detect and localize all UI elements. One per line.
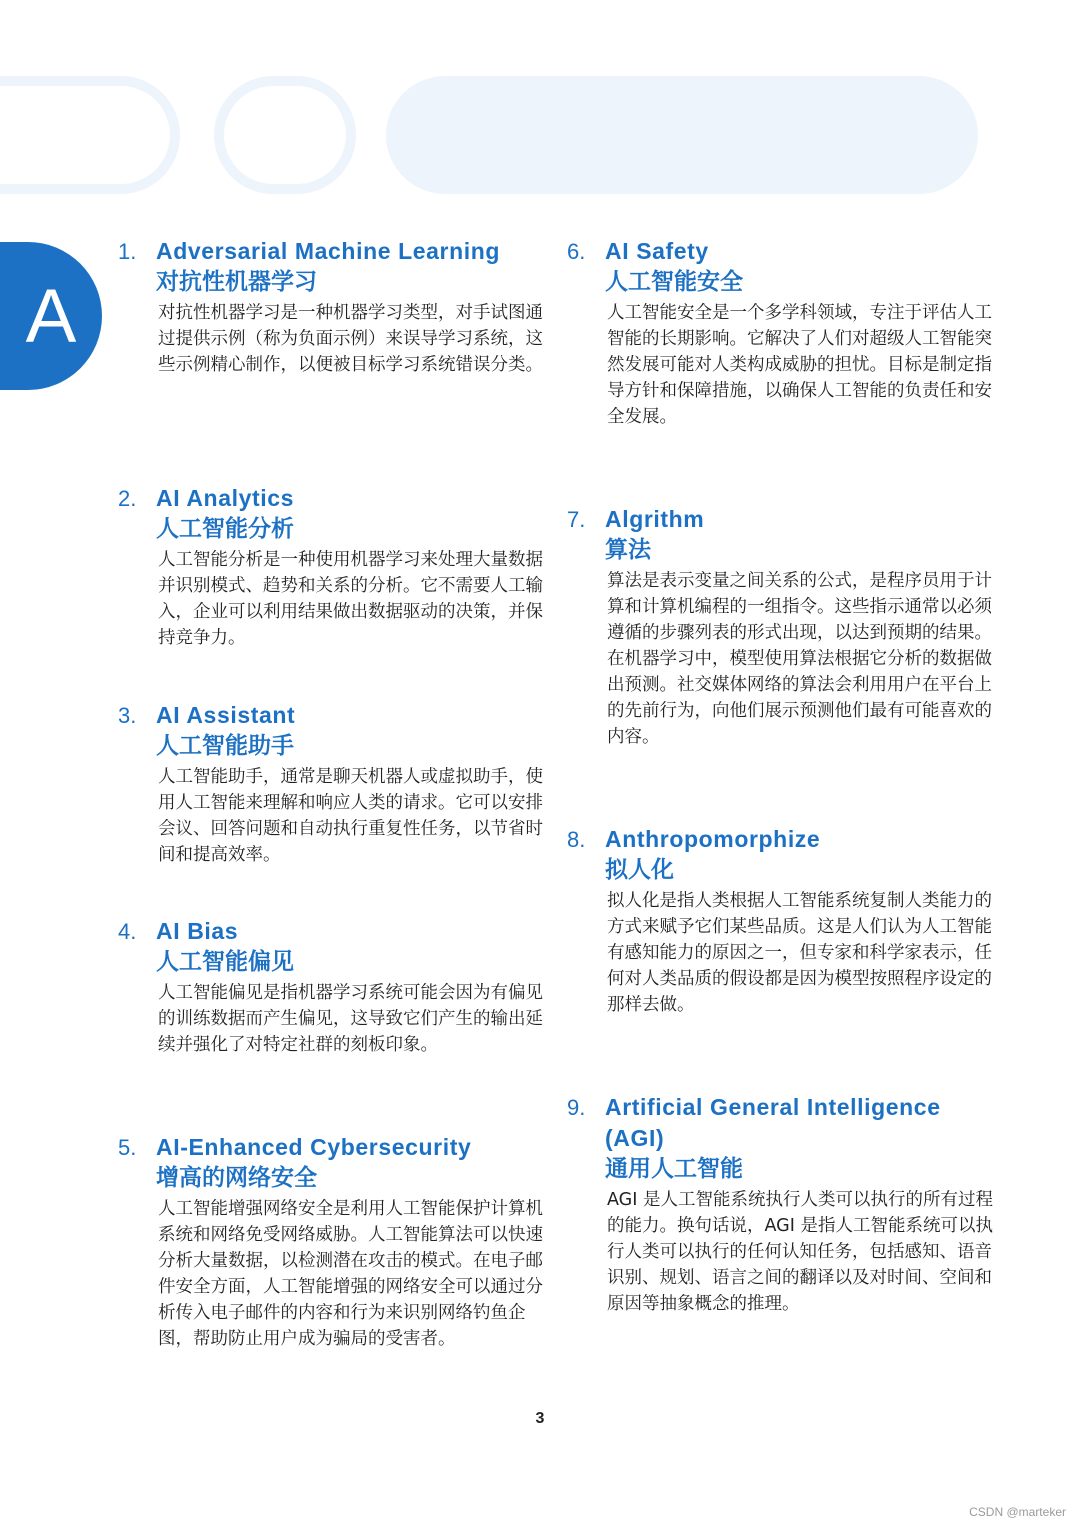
section-letter-tab bbox=[0, 242, 102, 390]
entry-description: 人工智能安全是一个多学科领域，专注于评估人工智能的长期影响。它解决了人们对超级人工智能突然发展可能对人类构成威胁的担忧。目标是制定指导方针和保障措施，以确保人工智能的负责任和安全发展。 bbox=[607, 303, 992, 427]
glossary-entry-3 bbox=[118, 700, 548, 868]
entry-number: 8. bbox=[567, 827, 586, 852]
entry-number: 5. bbox=[118, 1135, 137, 1160]
entry-title-cn: 算法 bbox=[605, 537, 651, 563]
entry-number: 3. bbox=[118, 703, 137, 728]
entry-number: 2. bbox=[118, 486, 137, 511]
entry-title-cn: 人工智能分析 bbox=[156, 516, 294, 542]
entry-description: 人工智能助手，通常是聊天机器人或虚拟助手，使用人工智能来理解和响应人类的请求。它可以安排会议、回答问题和自动执行重复性任务，以节省时间和提高效率。 bbox=[158, 767, 543, 865]
glossary-entry-2 bbox=[118, 483, 548, 651]
entry-description: AGI 是人工智能系统执行人类可以执行的所有过程的能力。换句话说，AGI 是指人工智能系统可以执行人类可以执行的任何认知任务，包括感知、语音识别、规划、语言之间的翻译以及对时间、空间和原因等抽象概念的推理。 bbox=[607, 1190, 993, 1314]
entry-title-cn: 人工智能偏见 bbox=[156, 949, 294, 975]
glossary-entry-9 bbox=[567, 1092, 997, 1317]
entry-description: 算法是表示变量之间关系的公式，是程序员用于计算和计算机编程的一组指令。这些指示通常以必须遵循的步骤列表的形式出现，以达到预期的结果。在机器学习中，模型使用算法根据它分析的数据做出预测。社交媒体网络的算法会利用用户在平台上的先前行为，向他们展示预测他们最有可能喜欢的内容。 bbox=[607, 571, 992, 747]
entry-title-cn: 增高的网络安全 bbox=[156, 1165, 317, 1191]
glossary-entry-4 bbox=[118, 916, 548, 1058]
entry-number: 7. bbox=[567, 507, 586, 532]
entry-number: 9. bbox=[567, 1095, 586, 1120]
entry-number: 1. bbox=[118, 239, 137, 264]
entry-description: 拟人化是指人类根据人工智能系统复制人类能力的方式来赋予它们某些品质。这是人们认为人工智能有感知能力的原因之一，但专家和科学家表示，任何对人类品质的假设都是因为模型按照程序设定的那样去做。 bbox=[607, 891, 992, 1015]
entry-number: 6. bbox=[567, 239, 586, 264]
entry-description: 对抗性机器学习是一种机器学习类型，对手试图通过提供示例（称为负面示例）来误导学习系统，这些示例精心制作，以便被目标学习系统错误分类。 bbox=[158, 303, 543, 375]
entry-number: 4. bbox=[118, 919, 137, 944]
glossary-entry-1 bbox=[118, 236, 548, 378]
entry-description: 人工智能偏见是指机器学习系统可能会因为有偏见的训练数据而产生偏见，这导致它们产生的输出延续并强化了对特定社群的刻板印象。 bbox=[158, 983, 543, 1055]
glossary-entry-6 bbox=[567, 236, 997, 430]
page-number: 3 bbox=[535, 1410, 545, 1427]
source-watermark: CSDN @marteker bbox=[969, 1505, 1066, 1519]
entry-title-cn: 对抗性机器学习 bbox=[156, 269, 317, 295]
entry-description: 人工智能分析是一种使用机器学习来处理大量数据并识别模式、趋势和关系的分析。它不需要人工输入，企业可以利用结果做出数据驱动的决策，并保持竞争力。 bbox=[158, 550, 543, 648]
entry-title-cn: 人工智能助手 bbox=[156, 733, 294, 759]
entry-title-en: AI Assistant bbox=[156, 702, 296, 728]
entry-title-cn: 人工智能安全 bbox=[605, 269, 743, 295]
entry-title-en: Adversarial Machine Learning bbox=[156, 238, 501, 264]
entry-title-en: AI Bias bbox=[156, 918, 239, 944]
entry-title-en: Anthropomorphize bbox=[605, 826, 821, 852]
glossary-entry-8 bbox=[567, 824, 997, 1018]
entry-title-en: Algrithm bbox=[605, 506, 705, 532]
entry-title-cn: 拟人化 bbox=[605, 857, 674, 883]
entry-title-en: AI Safety bbox=[605, 238, 709, 264]
decorative-pill-outline-left bbox=[0, 76, 180, 194]
entry-title-en: Artificial General Intelligence (AGI) bbox=[605, 1094, 941, 1151]
section-letter: A bbox=[25, 273, 77, 359]
decorative-pill-outline-middle bbox=[214, 76, 356, 194]
entry-title-en: AI Analytics bbox=[156, 485, 295, 511]
glossary-entry-5 bbox=[118, 1132, 548, 1352]
entry-description: 人工智能增强网络安全是利用人工智能保护计算机系统和网络免受网络威胁。人工智能算法可以快速分析大量数据，以检测潜在攻击的模式。在电子邮件安全方面，人工智能增强的网络安全可以通过分析传入电子邮件的内容和行为来识别网络钓鱼企图，帮助防止用户成为骗局的受害者。 bbox=[158, 1199, 543, 1349]
entry-title-cn: 通用人工智能 bbox=[605, 1156, 743, 1182]
entry-title-en: AI-Enhanced Cybersecurity bbox=[156, 1134, 472, 1160]
decorative-pill-filled bbox=[386, 76, 978, 194]
glossary-entry-7 bbox=[567, 504, 997, 750]
